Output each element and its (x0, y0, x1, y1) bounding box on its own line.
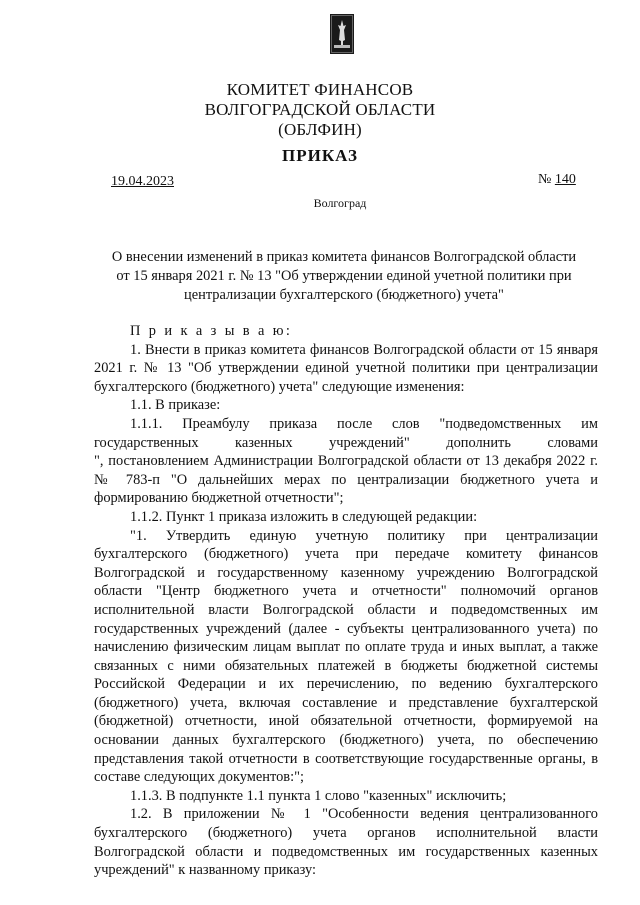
paragraph-1-2: 1.2. В приложении № 1 "Особенности ведения централизованного бухгалтерского (бюджетного) учета органов исполнительной власти Волгоградской области и подведомственных им государственных казенных учреждений" к названному приказу: (94, 806, 598, 879)
org-name-line1: КОМИТЕТ ФИНАНСОВ (226, 80, 414, 99)
document-type: ПРИКАЗ (282, 146, 358, 165)
paragraph-1: 1. Внести в приказ комитета финансов Волгоградской области от 15 января 2021 г. № 13 "Об утверждении единой учетной политики при централизации бухгалтерского (бюджетного) учета" следующие изменения: (94, 341, 598, 395)
subject-line: централизации бухгалтерского (бюджетного) учета" (184, 287, 504, 303)
coat-of-arms-icon (330, 14, 354, 54)
document-city: Волгоград (313, 196, 367, 210)
paragraph-1-1-1-line1: 1.1.1. Преамбулу приказа после слов "подведомственных им (130, 415, 598, 432)
paragraph-quote: "1. Утвердить единую учетную политику при централизации бухгалтерского (бюджетного) учета при передаче комитету финансов Волгоградской и государственному казенному учреждению Волгоградской области "Центр бюджетного учета и отчетности" полномочий органов исполнительной власти Волгоградской области и подведомственных им государственных учреждений (далее - субъекты централизованного учета) по начислению физическим лицам выплат по оплате труда и иных выплат, а также связанных с ними обязательных платежей в бюджеты бюджетной системы Российской Федерации и их перечислению, по ведению бухгалтерского (бюджетного) учета, включая составление и представление бухгалтерской (бюджетной) отчетности, иной обязательной отчетности, формируемой на основании данных бухгалтерского (бюджетного) учета, по обеспечению представления такой отчетности в соответствующие государственные органы, в составе следующих документов:"; (94, 527, 598, 786)
paragraph-1-1-3: 1.1.3. В подпункте 1.1 пункта 1 слово "казенных" исключить; (130, 787, 507, 804)
subject-line: О внесении изменений в приказ комитета финансов Волгоградской области (111, 249, 577, 265)
document-date: 19.04.2023 (111, 174, 174, 189)
document-subject (94, 248, 594, 305)
number-value: 140 (554, 172, 576, 187)
paragraph-1-1-1-line2: государственных казенных учреждений" дополнить словами (94, 434, 598, 451)
number-prefix: № (538, 172, 552, 187)
org-abbreviation: (ОБЛФИН) (278, 120, 362, 139)
document-number (538, 172, 576, 188)
document-body (94, 322, 598, 880)
paragraph-1-1: 1.1. В приказе: (130, 397, 221, 414)
paragraph-1-1-1-rest: ", постановлением Администрации Волгоградской области от 13 декабря 2022 г. № 783-п "О дальнейших мерах по централизации бюджетного учета и формированию бюджетной отчетности"; (94, 453, 598, 507)
order-word: П р и к а з ы в а ю: (130, 323, 293, 339)
org-name-line2: ВОЛГОГРАДСКОЙ ОБЛАСТИ (204, 100, 436, 119)
subject-line: от 15 января 2021 г. № 13 "Об утверждении единой учетной политики при (116, 268, 572, 284)
paragraph-1-1-2: 1.1.2. Пункт 1 приказа изложить в следующей редакции: (130, 508, 478, 525)
